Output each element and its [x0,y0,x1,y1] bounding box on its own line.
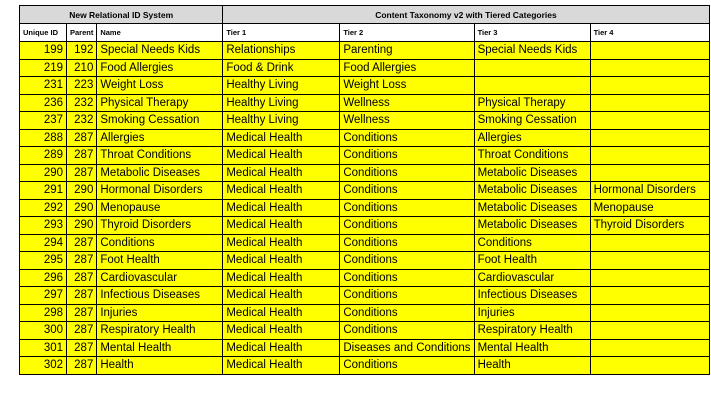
cell-parent: 192 [67,42,97,60]
cell-tier-4 [590,304,709,322]
cell-name: Injuries [97,304,223,322]
cell-tier-1: Healthy Living [223,77,340,95]
cell-tier-3: Health [474,357,590,375]
table-row [20,147,710,165]
cell-tier-2: Conditions [340,287,474,305]
table-row [20,182,710,200]
cell-unique-id: 297 [20,287,67,305]
cell-tier-4 [590,112,709,130]
cell-name: Menopause [97,199,223,217]
table-row [20,287,710,305]
cell-tier-3: Mental Health [474,339,590,357]
cell-parent: 232 [67,94,97,112]
cell-tier-3: Throat Conditions [474,147,590,165]
table-row [20,129,710,147]
cell-parent: 287 [67,129,97,147]
table-row [20,112,710,130]
col-header-parent: Parent [67,24,97,42]
cell-unique-id: 301 [20,339,67,357]
cell-unique-id: 300 [20,322,67,340]
cell-tier-1: Medical Health [223,252,340,270]
table-row [20,357,710,375]
cell-tier-1: Medical Health [223,304,340,322]
cell-tier-1: Medical Health [223,217,340,235]
table-row [20,252,710,270]
table-row [20,234,710,252]
table-row [20,42,710,60]
cell-tier-2: Conditions [340,357,474,375]
group-header-row [20,6,710,24]
table-row [20,199,710,217]
cell-parent: 287 [67,287,97,305]
cell-tier-2: Conditions [340,217,474,235]
cell-tier-4 [590,147,709,165]
cell-name: Thyroid Disorders [97,217,223,235]
col-header-tier-2: Tier 2 [340,24,474,42]
cell-tier-1: Healthy Living [223,94,340,112]
column-header-row [20,24,710,42]
cell-name: Health [97,357,223,375]
col-header-tier-4: Tier 4 [590,24,709,42]
cell-parent: 232 [67,112,97,130]
cell-tier-4 [590,59,709,77]
cell-tier-4 [590,322,709,340]
table-row [20,217,710,235]
cell-tier-4 [590,42,709,60]
cell-tier-1: Medical Health [223,339,340,357]
cell-parent: 287 [67,339,97,357]
table-row [20,322,710,340]
cell-tier-4 [590,94,709,112]
cell-tier-1: Medical Health [223,287,340,305]
cell-tier-2: Conditions [340,164,474,182]
cell-parent: 287 [67,252,97,270]
cell-tier-1: Medical Health [223,129,340,147]
cell-parent: 210 [67,59,97,77]
col-header-tier-3: Tier 3 [474,24,590,42]
cell-name: Special Needs Kids [97,42,223,60]
cell-name: Food Allergies [97,59,223,77]
cell-tier-3 [474,59,590,77]
cell-name: Allergies [97,129,223,147]
cell-unique-id: 296 [20,269,67,287]
cell-parent: 287 [67,269,97,287]
table-row [20,339,710,357]
cell-tier-2: Conditions [340,199,474,217]
cell-tier-2: Weight Loss [340,77,474,95]
taxonomy-table [19,5,710,375]
cell-unique-id: 219 [20,59,67,77]
cell-tier-4 [590,252,709,270]
cell-tier-2: Food Allergies [340,59,474,77]
cell-parent: 290 [67,217,97,235]
cell-tier-3: Foot Health [474,252,590,270]
cell-parent: 287 [67,322,97,340]
cell-tier-2: Wellness [340,94,474,112]
cell-tier-1: Medical Health [223,234,340,252]
table-row [20,164,710,182]
cell-tier-4: Hormonal Disorders [590,182,709,200]
cell-tier-1: Medical Health [223,182,340,200]
cell-tier-1: Food & Drink [223,59,340,77]
cell-tier-2: Conditions [340,269,474,287]
cell-tier-1: Relationships [223,42,340,60]
cell-tier-3: Smoking Cessation [474,112,590,130]
cropped-line [12,0,472,4]
cell-tier-4 [590,234,709,252]
cell-name: Respiratory Health [97,322,223,340]
cell-unique-id: 237 [20,112,67,130]
group-header-content-taxonomy: Content Taxonomy v2 with Tiered Categories [223,6,709,24]
cell-tier-4 [590,269,709,287]
cell-tier-3: Infectious Diseases [474,287,590,305]
cell-tier-3: Metabolic Diseases [474,199,590,217]
cell-tier-3: Respiratory Health [474,322,590,340]
cell-name: Infectious Diseases [97,287,223,305]
cell-unique-id: 302 [20,357,67,375]
cell-unique-id: 236 [20,94,67,112]
cell-tier-4 [590,77,709,95]
cell-tier-1: Medical Health [223,164,340,182]
group-header-relational-id: New Relational ID System [20,6,223,24]
col-header-unique-id: Unique ID [20,24,67,42]
cell-unique-id: 289 [20,147,67,165]
table-row [20,77,710,95]
cell-tier-3: Special Needs Kids [474,42,590,60]
table-row [20,59,710,77]
cell-unique-id: 298 [20,304,67,322]
cell-name: Physical Therapy [97,94,223,112]
cell-name: Cardiovascular [97,269,223,287]
cell-parent: 287 [67,357,97,375]
table-row [20,269,710,287]
cell-tier-1: Healthy Living [223,112,340,130]
cell-name: Weight Loss [97,77,223,95]
table-row [20,304,710,322]
cell-tier-4 [590,339,709,357]
cell-tier-2: Conditions [340,252,474,270]
cell-tier-3 [474,77,590,95]
cell-tier-2: Diseases and Conditions [340,339,474,357]
cell-unique-id: 290 [20,164,67,182]
cell-name: Throat Conditions [97,147,223,165]
cell-tier-1: Medical Health [223,269,340,287]
col-header-name: Name [97,24,223,42]
cell-tier-1: Medical Health [223,357,340,375]
cell-tier-3: Metabolic Diseases [474,182,590,200]
cell-tier-3: Metabolic Diseases [474,164,590,182]
cell-parent: 223 [67,77,97,95]
table-row [20,94,710,112]
cell-tier-1: Medical Health [223,199,340,217]
cell-tier-3: Physical Therapy [474,94,590,112]
cell-unique-id: 199 [20,42,67,60]
cell-tier-3: Injuries [474,304,590,322]
cell-name: Hormonal Disorders [97,182,223,200]
cell-tier-3: Allergies [474,129,590,147]
cell-name: Mental Health [97,339,223,357]
cell-unique-id: 294 [20,234,67,252]
cell-tier-2: Conditions [340,322,474,340]
cell-tier-4 [590,357,709,375]
cell-parent: 287 [67,147,97,165]
cell-tier-4 [590,287,709,305]
cell-tier-2: Conditions [340,304,474,322]
cell-tier-1: Medical Health [223,322,340,340]
cell-unique-id: 292 [20,199,67,217]
cell-tier-2: Parenting [340,42,474,60]
cell-unique-id: 291 [20,182,67,200]
cell-tier-2: Conditions [340,182,474,200]
cell-unique-id: 293 [20,217,67,235]
cell-name: Foot Health [97,252,223,270]
cell-name: Conditions [97,234,223,252]
cell-tier-2: Conditions [340,234,474,252]
cell-name: Metabolic Diseases [97,164,223,182]
cell-parent: 290 [67,199,97,217]
cell-tier-3: Cardiovascular [474,269,590,287]
cell-tier-3: Metabolic Diseases [474,217,590,235]
col-header-tier-1: Tier 1 [223,24,340,42]
cell-unique-id: 288 [20,129,67,147]
cell-tier-3: Conditions [474,234,590,252]
cell-unique-id: 295 [20,252,67,270]
cell-tier-4: Thyroid Disorders [590,217,709,235]
cell-parent: 287 [67,234,97,252]
cell-tier-2: Wellness [340,112,474,130]
cell-tier-4 [590,129,709,147]
cell-unique-id: 231 [20,77,67,95]
cell-name: Smoking Cessation [97,112,223,130]
cell-tier-2: Conditions [340,129,474,147]
cell-parent: 287 [67,164,97,182]
cell-tier-4 [590,164,709,182]
cell-tier-2: Conditions [340,147,474,165]
cell-parent: 287 [67,304,97,322]
cell-tier-1: Medical Health [223,147,340,165]
cell-parent: 290 [67,182,97,200]
cell-tier-4: Menopause [590,199,709,217]
